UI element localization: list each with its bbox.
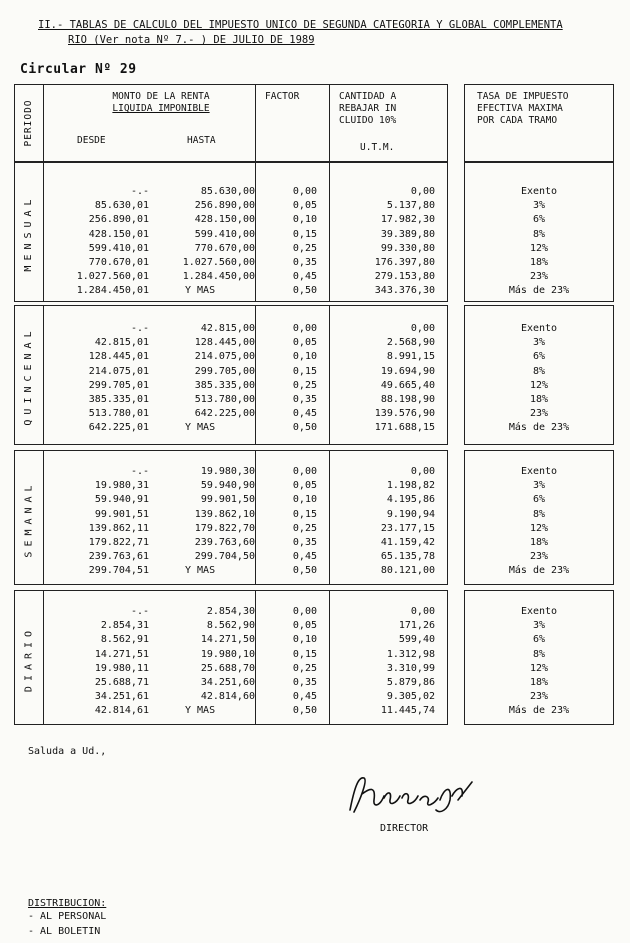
cell-hasta: Y MAS: [185, 705, 216, 717]
cell-tasa: 12%: [529, 242, 549, 254]
cell-factor: 0,15: [292, 508, 317, 520]
cell-factor: 0,35: [292, 677, 317, 688]
cell-cantidad: 0,00: [410, 466, 435, 477]
cell-cantidad: 4.195,86: [386, 494, 435, 506]
cell-tasa: 3%: [532, 480, 546, 492]
cell-hasta: 2.854,30: [206, 606, 255, 617]
section-quincenal: [14, 305, 448, 445]
cell-tasa: 18%: [529, 394, 549, 405]
section-semanal: [14, 450, 448, 585]
header-tasa-line3: POR CADA TRAMO: [477, 115, 558, 126]
cell-tasa: 6%: [532, 634, 546, 646]
cell-tasa: 3%: [532, 337, 546, 349]
cell-factor: 0,45: [292, 691, 317, 703]
cell-tasa: 8%: [532, 228, 546, 240]
cell-desde: 1.027.560,01: [76, 271, 149, 283]
cell-cantidad: 99.330,80: [380, 242, 435, 254]
cell-cantidad: 5.137,80: [386, 200, 435, 212]
cell-hasta: 179.822,70: [194, 522, 255, 534]
cell-hasta: 385.335,00: [194, 379, 255, 391]
cell-desde: 179.822,71: [88, 537, 149, 548]
cell-desde: -.-: [130, 323, 149, 334]
cell-cantidad: 171,26: [398, 620, 435, 632]
cell-desde: 128.445,01: [88, 351, 149, 363]
cell-cantidad: 1.312,98: [386, 648, 435, 660]
cell-factor: 0,15: [292, 648, 317, 660]
cell-hasta: 770.670,00: [194, 242, 255, 254]
tasa-box-semanal: [464, 450, 614, 585]
cell-hasta: 513.780,00: [194, 394, 255, 405]
cell-tasa: 18%: [529, 537, 549, 548]
cell-factor: 0,50: [292, 705, 317, 717]
cell-hasta: 599.410,00: [194, 228, 255, 240]
cell-cantidad: 19.694,90: [380, 365, 435, 377]
cell-desde: 42.815,01: [94, 337, 149, 349]
cell-factor: 0,00: [292, 186, 317, 197]
cell-desde: 85.630,01: [94, 200, 149, 212]
tasa-box-mensual: [464, 162, 614, 302]
cell-factor: 0,35: [292, 257, 317, 268]
cell-desde: 139.862,11: [88, 522, 149, 534]
cell-factor: 0,10: [292, 494, 317, 506]
tasa-header: [464, 84, 614, 162]
cell-factor: 0,15: [292, 365, 317, 377]
cell-factor: 0,50: [292, 285, 317, 297]
cell-cantidad: 139.576,90: [374, 408, 435, 420]
cell-hasta: 8.562,90: [206, 620, 255, 632]
cell-factor: 0,05: [292, 480, 317, 492]
cell-factor: 0,05: [292, 337, 317, 349]
cell-tasa: Más de 23%: [508, 422, 570, 434]
cell-cantidad: 39.389,80: [380, 228, 435, 240]
cell-hasta: 239.763,60: [194, 537, 255, 548]
cell-factor: 0,00: [292, 323, 317, 334]
cell-cantidad: 176.397,80: [374, 257, 435, 268]
cell-tasa: 8%: [532, 508, 546, 520]
cell-cantidad: 0,00: [410, 323, 435, 334]
cell-factor: 0,10: [292, 351, 317, 363]
cell-desde: -.-: [130, 186, 149, 197]
circular-number: Circular Nº 29: [20, 62, 137, 77]
section-diario: [14, 590, 448, 725]
header-desde: DESDE: [77, 135, 106, 146]
cell-factor: 0,45: [292, 408, 317, 420]
cell-hasta: 14.271,50: [200, 634, 255, 646]
cell-desde: 770.670,01: [88, 257, 149, 268]
cell-factor: 0,00: [292, 606, 317, 617]
cell-desde: 99.901,51: [94, 508, 149, 520]
distribucion-item: - AL BOLETIN: [28, 926, 101, 937]
cell-desde: 256.890,01: [88, 214, 149, 226]
cell-factor: 0,10: [292, 214, 317, 226]
cell-hasta: 428.150,00: [194, 214, 255, 226]
cell-tasa: 12%: [529, 379, 549, 391]
cell-tasa: 23%: [529, 551, 549, 563]
cell-factor: 0,45: [292, 551, 317, 563]
cell-tasa: 6%: [532, 494, 546, 506]
cell-factor: 0,05: [292, 620, 317, 632]
cell-desde: -.-: [130, 606, 149, 617]
director-signature: [340, 770, 490, 820]
cell-tasa: Exento: [520, 606, 558, 617]
cell-cantidad: 279.153,80: [374, 271, 435, 283]
cell-cantidad: 65.135,78: [380, 551, 435, 563]
cell-desde: 59.940,91: [94, 494, 149, 506]
header-cantidad-line2: REBAJAR IN: [339, 103, 397, 114]
cell-factor: 0,00: [292, 466, 317, 477]
cell-factor: 0,25: [292, 522, 317, 534]
cell-cantidad: 343.376,30: [374, 285, 435, 297]
cell-tasa: 12%: [529, 522, 549, 534]
cell-hasta: 19.980,30: [200, 466, 255, 477]
cell-desde: 34.251,61: [94, 691, 149, 703]
period-label: DIARIO: [23, 625, 34, 692]
tasa-box-quincenal: [464, 305, 614, 445]
cell-desde: 42.814,61: [94, 705, 149, 717]
cell-cantidad: 9.190,94: [386, 508, 435, 520]
cell-tasa: Más de 23%: [508, 565, 570, 577]
title-line-2: RIO (Ver nota Nº 7.- ) DE JULIO DE 1989: [68, 34, 315, 46]
header-hasta: HASTA: [187, 135, 216, 146]
cell-desde: -.-: [130, 466, 149, 477]
cell-hasta: 42.815,00: [200, 323, 255, 334]
cell-hasta: 42.814,60: [200, 691, 255, 703]
cell-tasa: Más de 23%: [508, 285, 570, 297]
cell-hasta: 299.704,50: [194, 551, 255, 563]
cell-hasta: 19.980,10: [200, 648, 255, 660]
distribucion-heading: DISTRIBUCION:: [28, 898, 107, 909]
cell-factor: 0,45: [292, 271, 317, 283]
cell-desde: 239.763,61: [88, 551, 149, 563]
cell-tasa: 6%: [532, 214, 546, 226]
header-utm: U.T.M.: [360, 142, 395, 153]
cell-hasta: 299.705,00: [194, 365, 255, 377]
header-cantidad-line1: CANTIDAD A: [339, 91, 397, 102]
cell-desde: 642.225,01: [88, 422, 149, 434]
cell-tasa: 12%: [529, 662, 549, 674]
cell-tasa: 3%: [532, 200, 546, 212]
cell-desde: 1.284.450,01: [76, 285, 149, 297]
cell-tasa: 8%: [532, 648, 546, 660]
cell-desde: 25.688,71: [94, 677, 149, 688]
cell-desde: 14.271,51: [94, 648, 149, 660]
header-tasa-line1: TASA DE IMPUESTO: [477, 91, 569, 102]
cell-factor: 0,50: [292, 422, 317, 434]
cell-tasa: Exento: [520, 466, 558, 477]
cell-cantidad: 0,00: [410, 186, 435, 197]
cell-tasa: 6%: [532, 351, 546, 363]
cell-cantidad: 3.310,99: [386, 662, 435, 674]
title-line-1: II.- TABLAS DE CALCULO DEL IMPUESTO UNICO DE SEGUNDA CATEGORIA Y GLOBAL COMPLEMENTA: [38, 19, 563, 31]
header-factor: FACTOR: [265, 91, 300, 102]
cell-factor: 0,05: [292, 200, 317, 212]
cell-cantidad: 41.159,42: [380, 537, 435, 548]
cell-hasta: 128.445,00: [194, 337, 255, 349]
cell-cantidad: 1.198,82: [386, 480, 435, 492]
cell-cantidad: 9.305,02: [386, 691, 435, 703]
cell-desde: 428.150,01: [88, 228, 149, 240]
cell-factor: 0,25: [292, 379, 317, 391]
period-label: QUINCENAL: [23, 326, 34, 426]
cell-hasta: Y MAS: [185, 285, 216, 297]
cell-hasta: 139.862,10: [194, 508, 255, 520]
cell-tasa: 18%: [529, 257, 549, 268]
cell-tasa: 8%: [532, 365, 546, 377]
cell-tasa: Exento: [520, 323, 558, 334]
cell-cantidad: 171.688,15: [374, 422, 435, 434]
header-cantidad-line3: CLUIDO 10%: [339, 115, 397, 126]
cell-cantidad: 0,00: [410, 606, 435, 617]
cell-hasta: 59.940,90: [200, 480, 255, 492]
cell-desde: 2.854,31: [100, 620, 149, 632]
cell-tasa: 3%: [532, 620, 546, 632]
cell-factor: 0,25: [292, 662, 317, 674]
cell-cantidad: 599,40: [398, 634, 435, 646]
cell-tasa: Exento: [520, 186, 558, 197]
cell-hasta: Y MAS: [185, 565, 216, 577]
cell-cantidad: 2.568,90: [386, 337, 435, 349]
cell-desde: 299.705,01: [88, 379, 149, 391]
cell-desde: 599.410,01: [88, 242, 149, 254]
header-monto-line1: MONTO DE LA RENTA: [112, 91, 210, 102]
cell-desde: 385.335,01: [88, 394, 149, 405]
cell-factor: 0,50: [292, 565, 317, 577]
cell-tasa: 23%: [529, 408, 549, 420]
cell-tasa: 23%: [529, 271, 549, 283]
tasa-box-diario: [464, 590, 614, 725]
director-label: DIRECTOR: [380, 823, 429, 834]
cell-cantidad: 88.198,90: [380, 394, 435, 405]
cell-cantidad: 80.121,00: [380, 565, 435, 577]
cell-hasta: 1.027.560,00: [182, 257, 255, 268]
cell-hasta: 99.901,50: [200, 494, 255, 506]
cell-desde: 8.562,91: [100, 634, 149, 646]
cell-cantidad: 49.665,40: [380, 379, 435, 391]
cell-cantidad: 11.445,74: [380, 705, 435, 717]
cell-hasta: 256.890,00: [194, 200, 255, 212]
cell-cantidad: 23.177,15: [380, 522, 435, 534]
table-header: [14, 84, 448, 162]
cell-hasta: 25.688,70: [200, 662, 255, 674]
cell-tasa: 18%: [529, 677, 549, 688]
period-label: MENSUAL: [23, 194, 34, 272]
header-periodo: PERIODO: [23, 99, 34, 147]
distribucion-item: - AL PERSONAL: [28, 911, 107, 922]
cell-factor: 0,10: [292, 634, 317, 646]
header-monto-line2: LIQUIDA IMPONIBLE: [112, 103, 210, 114]
cell-desde: 19.980,11: [94, 662, 149, 674]
cell-factor: 0,25: [292, 242, 317, 254]
cell-desde: 299.704,51: [88, 565, 149, 577]
cell-desde: 513.780,01: [88, 408, 149, 420]
cell-hasta: 34.251,60: [200, 677, 255, 688]
cell-factor: 0,35: [292, 537, 317, 548]
cell-desde: 214.075,01: [88, 365, 149, 377]
cell-cantidad: 5.879,86: [386, 677, 435, 688]
cell-factor: 0,35: [292, 394, 317, 405]
cell-hasta: 85.630,00: [200, 186, 255, 197]
cell-tasa: Más de 23%: [508, 705, 570, 717]
header-tasa-line2: EFECTIVA MAXIMA: [477, 103, 563, 114]
cell-cantidad: 8.991,15: [386, 351, 435, 363]
section-mensual: [14, 162, 448, 302]
cell-tasa: 23%: [529, 691, 549, 703]
cell-cantidad: 17.982,30: [380, 214, 435, 226]
period-label: SEMANAL: [23, 479, 34, 558]
cell-factor: 0,15: [292, 228, 317, 240]
cell-hasta: Y MAS: [185, 422, 216, 434]
saluda-text: Saluda a Ud.,: [28, 746, 107, 757]
cell-hasta: 642.225,00: [194, 408, 255, 420]
cell-hasta: 214.075,00: [194, 351, 255, 363]
cell-desde: 19.980,31: [94, 480, 149, 492]
cell-hasta: 1.284.450,00: [182, 271, 255, 283]
